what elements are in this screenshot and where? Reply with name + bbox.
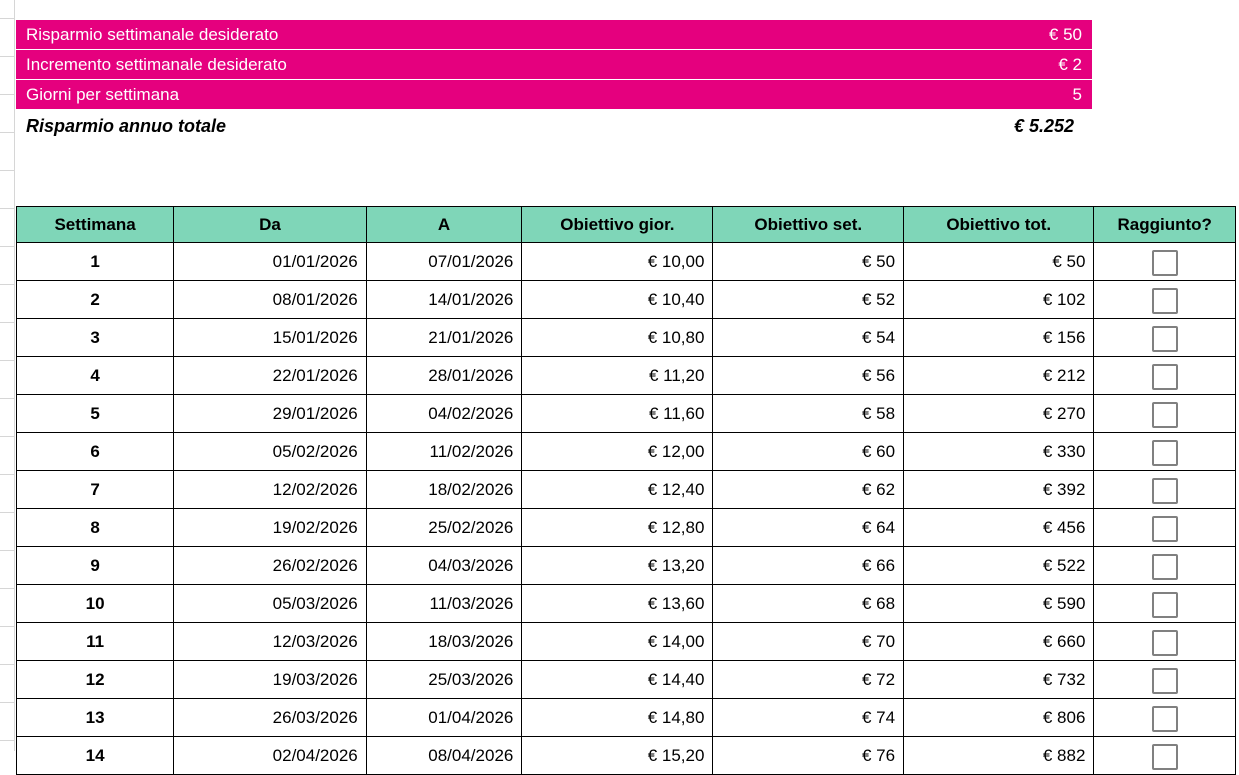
gutter-row-divider: [0, 208, 14, 209]
cell-to-date: 28/01/2026: [366, 357, 522, 395]
cell-achieved[interactable]: [1094, 319, 1236, 357]
cell-total-goal: € 522: [904, 547, 1094, 585]
column-header-to[interactable]: A: [366, 207, 522, 243]
cell-total-goal: € 590: [904, 585, 1094, 623]
checkbox-icon[interactable]: [1152, 326, 1178, 352]
cell-weekly-goal: € 64: [713, 509, 904, 547]
table-row: [17, 471, 1236, 509]
checkbox-icon[interactable]: [1152, 478, 1178, 504]
cell-week: 6: [17, 433, 174, 471]
gutter-row-divider: [0, 474, 14, 475]
cell-daily-goal: € 14,00: [522, 623, 713, 661]
cell-week: 1: [17, 243, 174, 281]
cell-daily-goal: € 11,20: [522, 357, 713, 395]
column-header-total-goal[interactable]: Obiettivo tot.: [904, 207, 1094, 243]
cell-to-date: 21/01/2026: [366, 319, 522, 357]
cell-to-date: 04/03/2026: [366, 547, 522, 585]
cell-achieved[interactable]: [1094, 471, 1236, 509]
cell-achieved[interactable]: [1094, 661, 1236, 699]
cell-total-goal: € 882: [904, 737, 1094, 775]
cell-achieved[interactable]: [1094, 699, 1236, 737]
summary-total-label: Risparmio annuo totale: [26, 115, 227, 136]
cell-weekly-goal: € 56: [713, 357, 904, 395]
summary-row-annual-total: [16, 110, 1092, 142]
column-header-weekly-goal[interactable]: Obiettivo set.: [713, 207, 904, 243]
table-row: [17, 737, 1236, 775]
cell-week: 11: [17, 623, 174, 661]
cell-achieved[interactable]: [1094, 547, 1236, 585]
table-row: [17, 243, 1236, 281]
summary-value: € 2: [1058, 54, 1082, 74]
cell-to-date: 18/02/2026: [366, 471, 522, 509]
checkbox-icon[interactable]: [1152, 744, 1178, 770]
gutter-row-divider: [0, 246, 14, 247]
cell-week: 12: [17, 661, 174, 699]
checkbox-icon[interactable]: [1152, 516, 1178, 542]
cell-to-date: 25/02/2026: [366, 509, 522, 547]
cell-week: 14: [17, 737, 174, 775]
table-row: [17, 509, 1236, 547]
table-row: [17, 395, 1236, 433]
gutter-row-divider: [0, 56, 14, 57]
cell-total-goal: € 732: [904, 661, 1094, 699]
checkbox-icon[interactable]: [1152, 592, 1178, 618]
cell-total-goal: € 806: [904, 699, 1094, 737]
summary-value: 5: [1072, 84, 1082, 104]
cell-achieved[interactable]: [1094, 509, 1236, 547]
table-row: [17, 319, 1236, 357]
table-header-row: [17, 207, 1236, 243]
summary-block: [16, 20, 1092, 142]
cell-week: 13: [17, 699, 174, 737]
cell-daily-goal: € 15,20: [522, 737, 713, 775]
checkbox-icon[interactable]: [1152, 706, 1178, 732]
cell-from-date: 26/02/2026: [174, 547, 367, 585]
cell-from-date: 19/03/2026: [174, 661, 367, 699]
cell-to-date: 11/02/2026: [366, 433, 522, 471]
cell-from-date: 15/01/2026: [174, 319, 367, 357]
checkbox-icon[interactable]: [1152, 440, 1178, 466]
cell-weekly-goal: € 50: [713, 243, 904, 281]
cell-to-date: 11/03/2026: [366, 585, 522, 623]
cell-to-date: 14/01/2026: [366, 281, 522, 319]
summary-label: Risparmio settimanale desiderato: [26, 24, 279, 44]
cell-week: 10: [17, 585, 174, 623]
cell-achieved[interactable]: [1094, 357, 1236, 395]
gutter-row-divider: [0, 512, 14, 513]
cell-from-date: 08/01/2026: [174, 281, 367, 319]
cell-achieved[interactable]: [1094, 737, 1236, 775]
table-body: [17, 243, 1236, 775]
checkbox-icon[interactable]: [1152, 364, 1178, 390]
cell-weekly-goal: € 70: [713, 623, 904, 661]
cell-to-date: 08/04/2026: [366, 737, 522, 775]
cell-achieved[interactable]: [1094, 243, 1236, 281]
gutter-row-divider: [0, 132, 14, 133]
gutter-row-divider: [0, 360, 14, 361]
cell-week: 2: [17, 281, 174, 319]
gutter-row-divider: [0, 436, 14, 437]
cell-total-goal: € 50: [904, 243, 1094, 281]
cell-weekly-goal: € 62: [713, 471, 904, 509]
cell-week: 3: [17, 319, 174, 357]
summary-label: Giorni per settimana: [26, 84, 180, 104]
cell-to-date: 01/04/2026: [366, 699, 522, 737]
cell-achieved[interactable]: [1094, 433, 1236, 471]
cell-total-goal: € 392: [904, 471, 1094, 509]
cell-to-date: 18/03/2026: [366, 623, 522, 661]
cell-weekly-goal: € 68: [713, 585, 904, 623]
column-header-achieved[interactable]: Raggiunto?: [1094, 207, 1236, 243]
gutter-row-divider: [0, 588, 14, 589]
cell-total-goal: € 102: [904, 281, 1094, 319]
cell-to-date: 07/01/2026: [366, 243, 522, 281]
cell-weekly-goal: € 76: [713, 737, 904, 775]
cell-daily-goal: € 10,40: [522, 281, 713, 319]
summary-row-weekly-saving[interactable]: [16, 20, 1092, 50]
cell-achieved[interactable]: [1094, 395, 1236, 433]
gutter-row-divider: [0, 94, 14, 95]
checkbox-icon[interactable]: [1152, 250, 1178, 276]
cell-weekly-goal: € 60: [713, 433, 904, 471]
cell-achieved[interactable]: [1094, 585, 1236, 623]
cell-total-goal: € 270: [904, 395, 1094, 433]
cell-week: 8: [17, 509, 174, 547]
cell-from-date: 01/01/2026: [174, 243, 367, 281]
cell-from-date: 22/01/2026: [174, 357, 367, 395]
cell-daily-goal: € 13,20: [522, 547, 713, 585]
cell-daily-goal: € 12,40: [522, 471, 713, 509]
gutter-row-divider: [0, 626, 14, 627]
summary-row-weekly-increment[interactable]: [16, 50, 1092, 80]
cell-from-date: 02/04/2026: [174, 737, 367, 775]
gutter-row-divider: [0, 284, 14, 285]
gutter-row-divider: [0, 18, 14, 19]
cell-total-goal: € 156: [904, 319, 1094, 357]
checkbox-icon[interactable]: [1152, 288, 1178, 314]
cell-total-goal: € 660: [904, 623, 1094, 661]
gutter-row-divider: [0, 170, 14, 171]
cell-daily-goal: € 14,80: [522, 699, 713, 737]
column-header-from[interactable]: Da: [174, 207, 367, 243]
cell-from-date: 19/02/2026: [174, 509, 367, 547]
row-gutter: [0, 0, 15, 751]
cell-from-date: 05/02/2026: [174, 433, 367, 471]
cell-week: 7: [17, 471, 174, 509]
cell-from-date: 12/03/2026: [174, 623, 367, 661]
cell-daily-goal: € 11,60: [522, 395, 713, 433]
cell-daily-goal: € 10,80: [522, 319, 713, 357]
cell-total-goal: € 330: [904, 433, 1094, 471]
cell-weekly-goal: € 66: [713, 547, 904, 585]
cell-to-date: 04/02/2026: [366, 395, 522, 433]
cell-weekly-goal: € 58: [713, 395, 904, 433]
summary-value: € 50: [1048, 24, 1082, 44]
gutter-row-divider: [0, 322, 14, 323]
cell-daily-goal: € 12,80: [522, 509, 713, 547]
table-row: [17, 661, 1236, 699]
cell-total-goal: € 212: [904, 357, 1094, 395]
cell-to-date: 25/03/2026: [366, 661, 522, 699]
checkbox-icon[interactable]: [1152, 554, 1178, 580]
savings-table-wrap: [16, 206, 1236, 775]
gutter-row-divider: [0, 740, 14, 741]
table-row: [17, 281, 1236, 319]
table-row: [17, 585, 1236, 623]
cell-achieved[interactable]: [1094, 281, 1236, 319]
cell-weekly-goal: € 54: [713, 319, 904, 357]
cell-weekly-goal: € 52: [713, 281, 904, 319]
cell-week: 9: [17, 547, 174, 585]
gutter-row-divider: [0, 550, 14, 551]
cell-from-date: 29/01/2026: [174, 395, 367, 433]
column-header-week[interactable]: Settimana: [17, 207, 174, 243]
cell-achieved[interactable]: [1094, 623, 1236, 661]
summary-label: Incremento settimanale desiderato: [26, 54, 287, 74]
table-row: [17, 699, 1236, 737]
cell-daily-goal: € 14,40: [522, 661, 713, 699]
checkbox-icon[interactable]: [1152, 630, 1178, 656]
summary-row-days-per-week[interactable]: [16, 80, 1092, 110]
savings-table: [16, 206, 1236, 775]
table-row: [17, 433, 1236, 471]
summary-total-value: € 5.252: [1013, 115, 1074, 136]
table-row: [17, 357, 1236, 395]
cell-from-date: 26/03/2026: [174, 699, 367, 737]
cell-week: 5: [17, 395, 174, 433]
checkbox-icon[interactable]: [1152, 402, 1178, 428]
gutter-row-divider: [0, 664, 14, 665]
cell-week: 4: [17, 357, 174, 395]
cell-daily-goal: € 12,00: [522, 433, 713, 471]
cell-from-date: 12/02/2026: [174, 471, 367, 509]
table-row: [17, 623, 1236, 661]
cell-daily-goal: € 10,00: [522, 243, 713, 281]
cell-total-goal: € 456: [904, 509, 1094, 547]
table-row: [17, 547, 1236, 585]
gutter-row-divider: [0, 702, 14, 703]
cell-weekly-goal: € 74: [713, 699, 904, 737]
checkbox-icon[interactable]: [1152, 668, 1178, 694]
cell-from-date: 05/03/2026: [174, 585, 367, 623]
column-header-daily-goal[interactable]: Obiettivo gior.: [522, 207, 713, 243]
cell-daily-goal: € 13,60: [522, 585, 713, 623]
gutter-row-divider: [0, 398, 14, 399]
cell-weekly-goal: € 72: [713, 661, 904, 699]
